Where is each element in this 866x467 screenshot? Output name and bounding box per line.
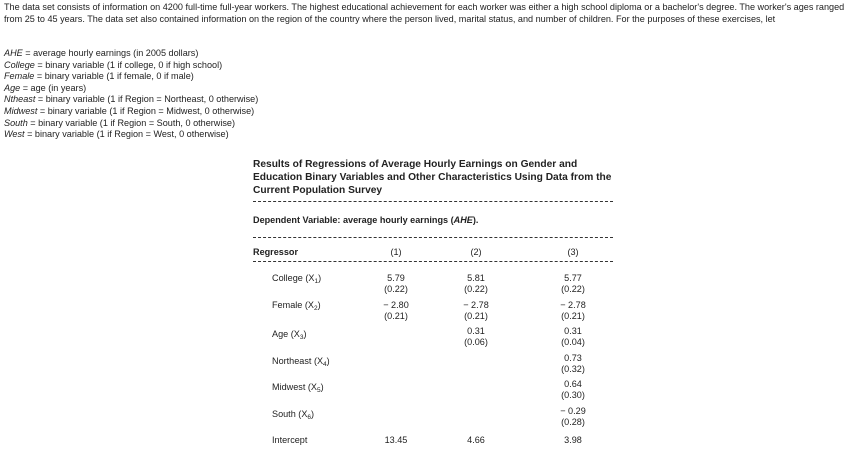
cell-col1: 5.79 (0.22): [384, 273, 408, 294]
cell-col2: 4.66: [467, 435, 485, 445]
definition-south: South = binary variable (1 if Region = South, 0 otherwise): [4, 117, 236, 128]
cell-col1: − 2.80 (0.21): [383, 300, 409, 321]
cell-col2: − 2.78 (0.21): [463, 300, 489, 321]
column-header-3: (3): [567, 247, 579, 257]
cell-col3: 3.98: [564, 435, 582, 445]
table-caption: Results of Regressions of Average Hourly Earnings on Gender and Education Binary Variables and Other Characteristics Using Data from the Current Population Survey: [253, 159, 612, 196]
column-header-1: (1): [390, 247, 402, 257]
cell-col3: 0.64 (0.30): [561, 379, 585, 400]
table-header-row: [253, 247, 613, 261]
cell-col2: 0.31 (0.06): [464, 326, 488, 347]
row-label: Intercept: [272, 435, 308, 445]
table-rule: [253, 261, 613, 262]
row-label: Midwest $(X_5)$: [272, 382, 324, 394]
cell-col3: 0.73 (0.32): [561, 353, 585, 374]
row-label: Female $(X_2)$: [272, 300, 321, 312]
cell-col3: − 0.29 (0.28): [560, 406, 586, 427]
table-rule: [253, 201, 613, 202]
row-label: Northeast $(X_4)$: [272, 356, 330, 368]
row-label: College $(X_1)$: [272, 273, 322, 285]
cell-col3: 0.31 (0.04): [561, 326, 585, 347]
cell-col1: 13.45: [384, 435, 408, 445]
definition-midwest: Midwest = binary variable (1 if Region = Midwest, 0 otherwise): [4, 105, 255, 116]
regressor-header: Regressor: [253, 247, 298, 257]
definition-female: Female = binary variable (1 if female, 0 if male): [4, 71, 194, 82]
definition-northeast: Ntheast = binary variable (1 if Region = Northeast, 0 otherwise): [4, 94, 259, 105]
regression-table: [253, 158, 613, 445]
cell-col3: 5.77 (0.22): [561, 273, 585, 294]
table-rule: [253, 237, 613, 238]
definition-ahe: AHE = average hourly earnings (in 2005 dollars): [4, 48, 199, 58]
definition-college: College = binary variable (1 if college, 0 if high school): [4, 59, 223, 70]
intro-paragraph: The data set consists of information on 4200 full-time full-year workers. The highest educational achievement for each worker was either a high school diploma or a bachelor's degree. The worker's ages ranged from 25 to 45 years. The data set also contained information on the region of the country where the person lived, marital status, and number of children. For the purposes of these exercises, let: [4, 2, 845, 24]
row-label: South $(X_6)$: [272, 409, 315, 421]
definition-age: Age = age (in years): [4, 82, 87, 93]
definitions-list: [4, 48, 258, 141]
column-header-2: (2): [470, 247, 482, 257]
dependent-variable: Dependent Variable: average hourly earnings (AHE).: [253, 215, 479, 225]
definition-west: West = binary variable (1 if Region = West, 0 otherwise): [4, 129, 229, 140]
cell-col2: 5.81 (0.22): [464, 273, 488, 294]
row-label: Age $(X_3)$: [272, 329, 307, 341]
cell-col3: − 2.78 (0.21): [560, 300, 586, 321]
